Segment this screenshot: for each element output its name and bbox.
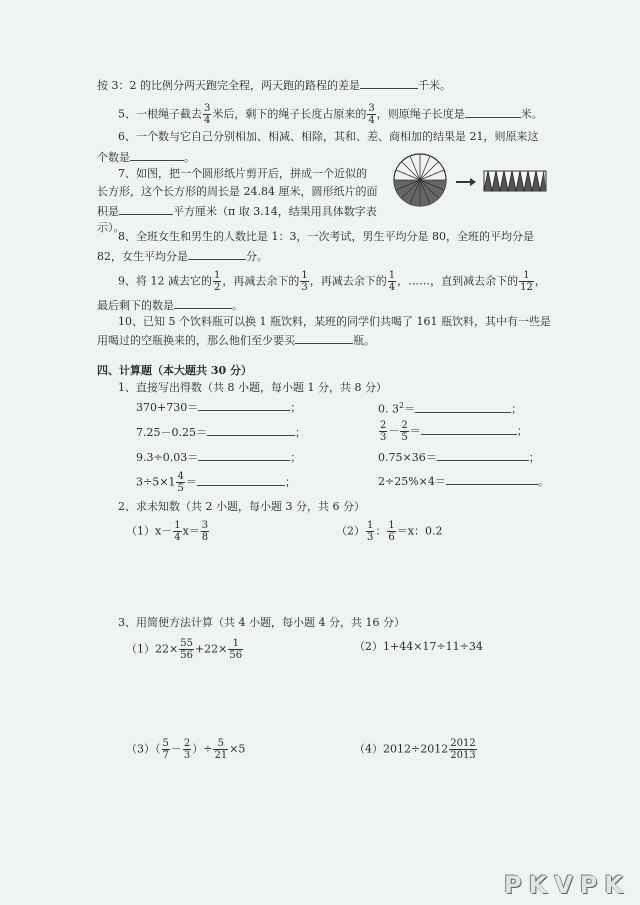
- arrow-icon: [456, 178, 476, 186]
- calc-3-div-5: 3÷5×1 $\frac{4}{5}$ ＝ ；: [136, 471, 296, 494]
- calc-0-75: 0.75×36＝ ；: [378, 451, 540, 464]
- section-4-heading: 四、计算题（本大题共 30 分）: [97, 364, 252, 377]
- question-7-line4: 示）。: [97, 221, 125, 234]
- question-7-line2: 长方形，这个长方形的周长是 24.84 厘米，圆形纸片的面: [97, 185, 378, 198]
- question-5: 5、一根绳子截去 $\frac{3}{4}$ 米后，剩下的绳子长度占原来的 $\frac{3}{4}$ ，则原绳子长度是 米。: [118, 103, 543, 126]
- question-7-line1: 7、如图，把一个圆形纸片剪开后，拼成一个近似的: [118, 167, 367, 180]
- cut-circle-icon: [394, 154, 446, 206]
- question-8-line1: 8、全班女生和男生的人数比是 1：3，一次考试，男生平均分是 80，全班的平均分是: [118, 230, 534, 243]
- calc-fraction-subtract: $\frac{2}{3}$ － $\frac{2}{5}$ ＝ ；: [380, 420, 528, 443]
- question-10-line2: 用喝过的空瓶换来的，那么他们至少要买 瓶。: [97, 334, 375, 347]
- question-6-line1: 6、一个数与它自己分别相加、相减、相除，其和、差、商相加的结果是 21，则原来这: [118, 130, 539, 143]
- calc-9-3: 9.3÷0.03＝ ；: [136, 451, 302, 464]
- simplify-4: （4）2012÷2012 $\frac{2012}{2013}$: [354, 738, 476, 761]
- circle-to-rectangle-figure: [392, 152, 552, 214]
- simplify-3: （3）（ $\frac{5}{7}$ － $\frac{2}{3}$ ）÷ $\frac{5}{21}$ ×5: [126, 738, 246, 761]
- calc-2-div-25-percent: 2÷25%×4＝ 。: [378, 475, 549, 488]
- part-2-title: 2、求未知数（共 2 小题，每小题 3 分，共 6 分）: [118, 500, 365, 513]
- question-6-line2: 个数是 。: [97, 151, 195, 164]
- simplify-1: （1）22× $\frac{55}{56}$ +22× $\frac{1}{56}$: [126, 638, 243, 661]
- question-7-line3: 积是 平方厘米（π 取 3.14，结果用具体数字表: [97, 205, 377, 218]
- rectangle-strip-icon: [484, 171, 546, 191]
- question-9-line2: 最后剩下的数是 。: [97, 299, 243, 312]
- calc-7-25: 7.25－0.25＝ ；: [136, 426, 306, 439]
- question-10-line1: 10、已知 5 个饮料瓶可以换 1 瓶饮料，某班的同学们共喝了 161 瓶饮料，其中有一些是: [118, 315, 551, 328]
- question-8-line2: 82，女生平均分是 分。: [97, 250, 268, 263]
- calc-370-730: 370+730＝ ；: [136, 401, 302, 414]
- calc-0-3-squared: 0. $3^2=$ ；: [378, 401, 523, 416]
- equation-2: （2） $\frac{1}{3}$ ： $\frac{1}{6}$ ＝x：0.2: [336, 520, 443, 543]
- watermark-logo: PKVPK: [504, 871, 630, 899]
- question-9-line1: 9、将 12 减去它的 $\frac{1}{2}$ ，再减去余下的 $\frac{1}{3}$ ，再减去余下的 $\frac{1}{4}$ ，……，直到减去余下的 $\frac{1}{12}$ ，: [118, 270, 546, 293]
- simplify-2: （2）1+44×17÷11÷34: [354, 640, 483, 653]
- part-3-title: 3、用简便方法计算（共 4 小题，每小题 4 分，共 16 分）: [118, 616, 405, 629]
- q4-continuation: 按 3：2 的比例分两天跑完全程，两天跑的路程的差是 千米。: [97, 79, 451, 92]
- equation-1: （1）x－ $\frac{1}{4}$ x＝ $\frac{3}{8}$: [126, 520, 209, 543]
- part-1-title: 1、直接写出得数（共 8 小题，每小题 1 分，共 8 分）: [118, 381, 387, 394]
